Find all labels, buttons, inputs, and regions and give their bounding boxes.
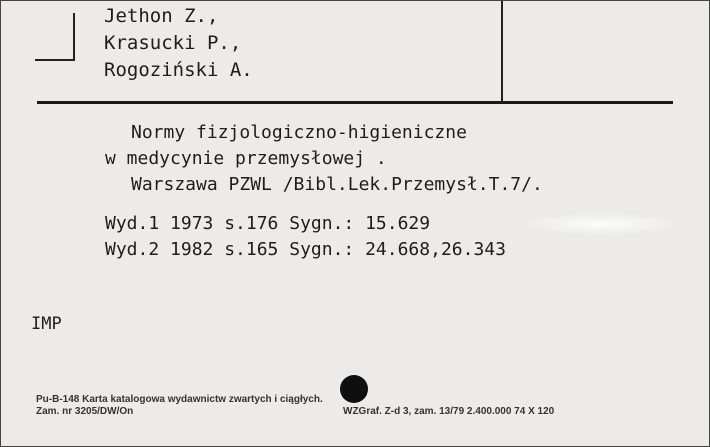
edition-line-1: Wyd.1 1973 s.176 Sygn.: 15.629 [105, 213, 431, 234]
footer-print-info: WZGraf. Z-d 3, zam. 13/79 2.400.000 74 X 120 [343, 406, 555, 417]
author-1: Jethon Z., [104, 5, 219, 27]
title-line-1: Normy fizjologiczno-higieniczne [131, 122, 467, 143]
footer-order-number: Zam. nr 3205/DW/On [36, 406, 134, 417]
corner-mark-horizontal [35, 59, 75, 61]
header-divider-vertical [501, 1, 503, 102]
author-2: Krasucki P., [104, 32, 242, 54]
paper-smudge [521, 213, 681, 235]
header-divider-horizontal [37, 101, 673, 104]
author-3: Rogoziński A. [104, 59, 253, 81]
side-mark: IMP [31, 314, 62, 334]
footer-line-1: Pu-B-148 Karta katalogowa wydawnictw zwartych i ciągłych. [36, 394, 323, 405]
edition-line-2: Wyd.2 1982 s.165 Sygn.: 24.668,26.343 [105, 239, 506, 260]
author-list [104, 3, 253, 84]
title-line-2: w medycynie przemysłowej . [105, 148, 387, 169]
punch-hole [340, 375, 368, 403]
corner-mark-vertical [73, 13, 75, 61]
title-line-3: Warszawa PZWL /Bibl.Lek.Przemysł.T.7/. [131, 174, 543, 195]
